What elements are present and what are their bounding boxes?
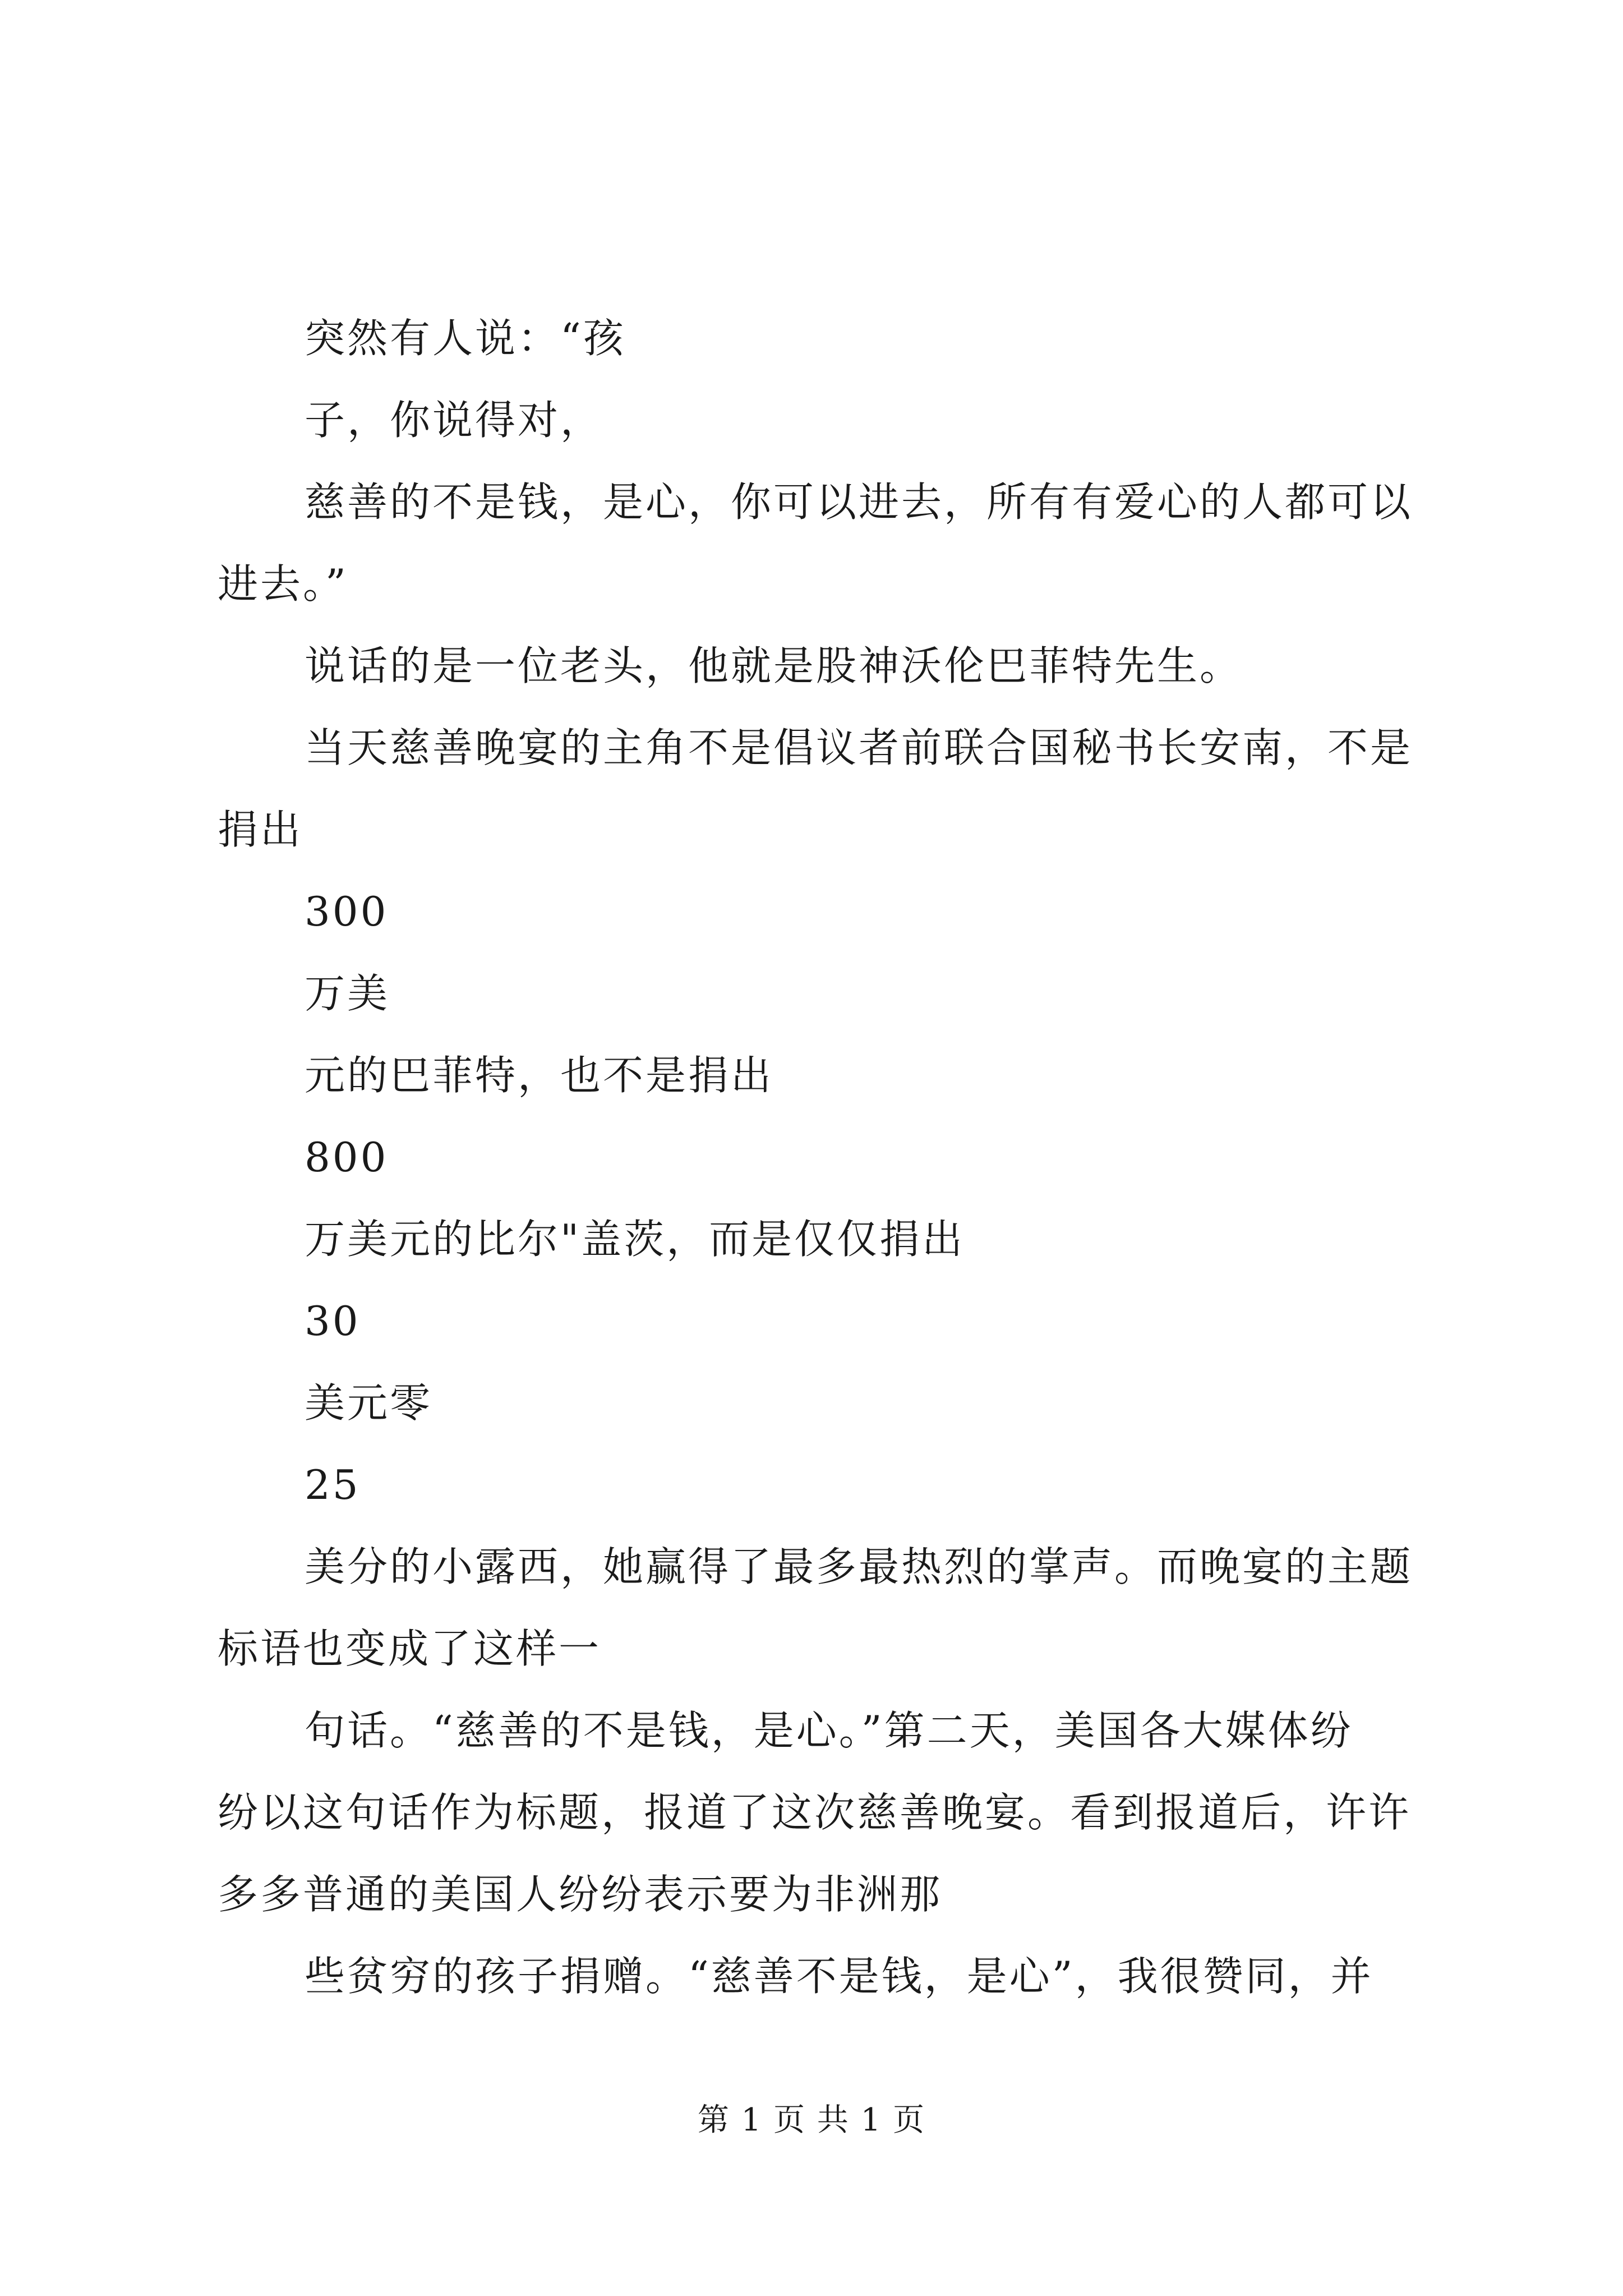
document-body	[218, 297, 1429, 2017]
text-line: 捐出	[218, 806, 303, 853]
text-line: 元的巴菲特，也不是捐出	[305, 1052, 774, 1099]
text-line: 当天慈善晚宴的主角不是倡议者前联合国秘书长安南，不是	[305, 724, 1413, 771]
text-line: 句话。“慈善的不是钱，是心。”第二天，美国各大媒体纷	[305, 1707, 1353, 1754]
text-line: 25	[305, 1461, 361, 1508]
text-line: 突然有人说：“孩	[305, 315, 626, 362]
text-line: 万美元的比尔"盖茨，而是仅仅捐出	[305, 1216, 965, 1263]
text-line: 说话的是一位老头，他就是股神沃伦巴菲特先生。	[305, 642, 1243, 689]
text-line: 些贫穷的孩子捐赠。“慈善不是钱，是心”，我很赞同，并	[305, 1953, 1373, 2000]
text-line: 慈善的不是钱，是心，你可以进去，所有有爱心的人都可以	[305, 478, 1413, 526]
text-line: 标语也变成了这样一	[218, 1625, 602, 1672]
text-line: 美分的小露西，她赢得了最多最热烈的掌声。而晚宴的主题	[305, 1543, 1413, 1590]
text-line: 美元零	[305, 1379, 433, 1427]
text-line: 30	[305, 1297, 361, 1345]
text-line: 进去。”	[218, 560, 348, 608]
text-line: 300	[305, 888, 389, 935]
text-line: 多多普通的美国人纷纷表示要为非洲那	[218, 1871, 943, 1918]
text-line: 万美	[305, 970, 390, 1017]
text-line: 800	[305, 1134, 389, 1181]
page-footer: 第 1 页 共 1 页	[697, 2102, 926, 2138]
text-line: 子，你说得对，	[305, 397, 603, 444]
text-line: 纷以这句话作为标题，报道了这次慈善晚宴。看到报道后，许许	[218, 1789, 1412, 1836]
